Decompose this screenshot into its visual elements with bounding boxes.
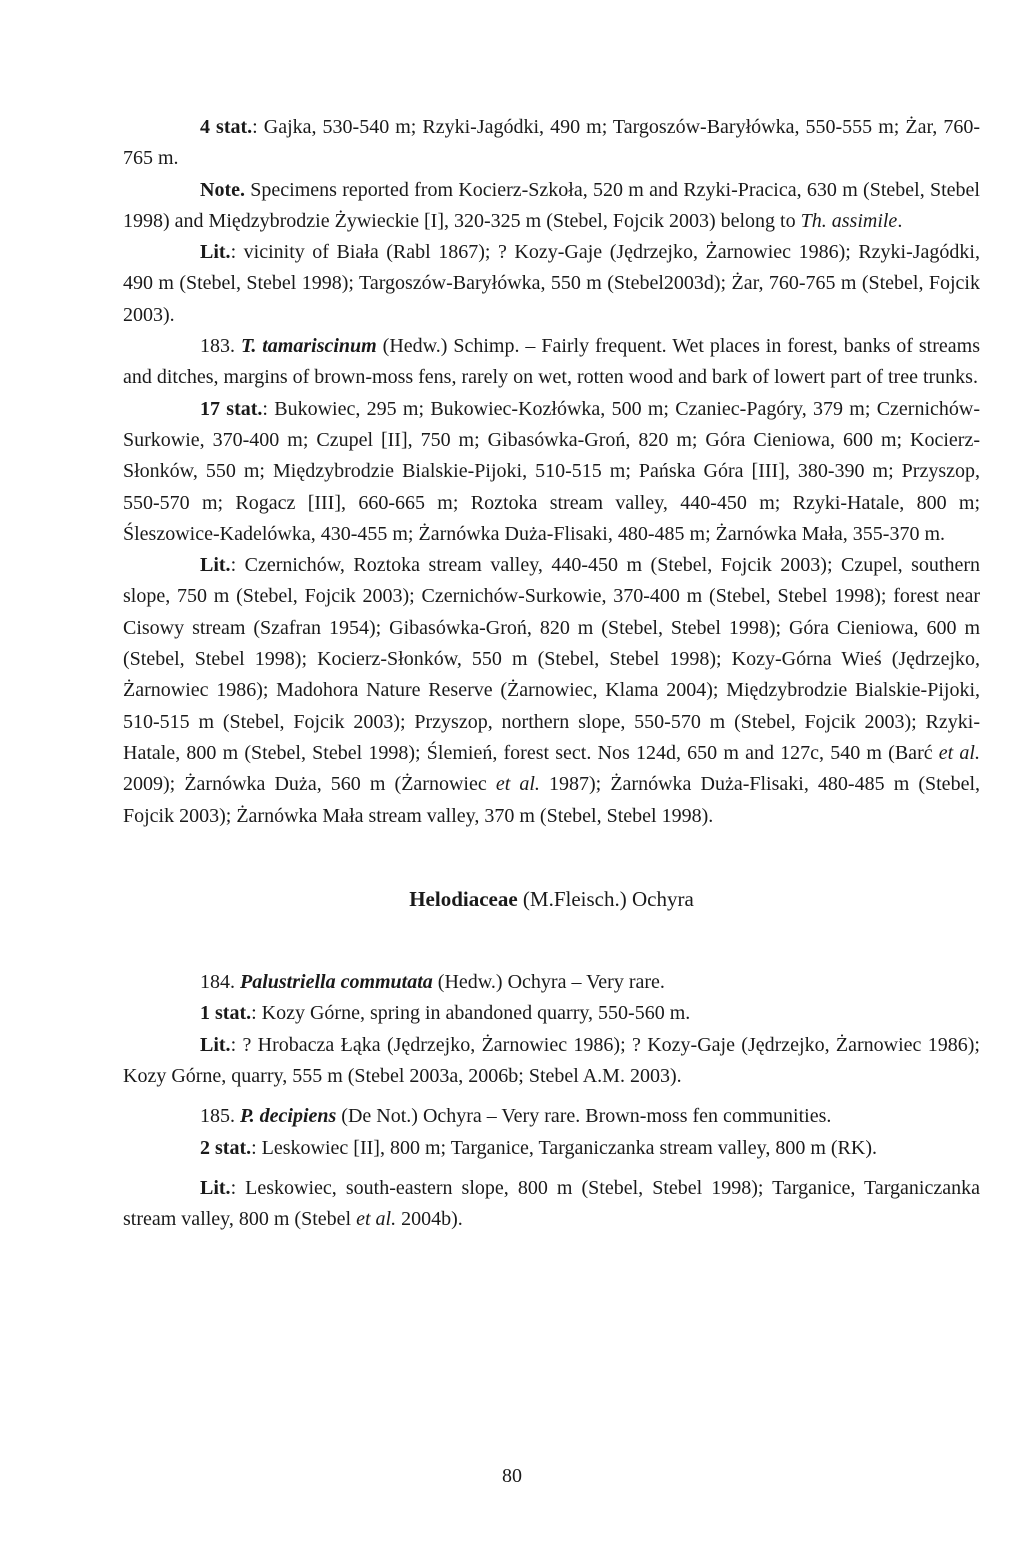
species-name: Th. assimile — [800, 209, 898, 232]
text: (Hedw.) Schimp. – Fairly frequent. Wet places in forest, banks of streams and ditches, margins of brown-moss fens, rarely on wet, rotten wood and bark of lowert part of tree trunks. — [123, 335, 980, 389]
family-name: Helodiaceae — [409, 886, 518, 911]
label: Lit. — [200, 554, 231, 577]
page-number: 80 — [502, 1465, 522, 1487]
text: Specimens reported from Kocierz-Szkoła, 520 m and Rzyki-Pracica, 630 m (Stebel, Stebel 1998) and Międzybrodzie Żywieckie [I], 320-325 m (Stebel, Fojcik 2003) belong to — [123, 178, 980, 232]
label: 2 stat. — [200, 1136, 252, 1159]
species-name: P. decipiens — [240, 1105, 337, 1128]
text: : Leskowiec [II], 800 m; Targanice, Targaniczanka stream valley, 800 m (RK). — [251, 1136, 877, 1159]
paragraph-lit — [123, 1173, 980, 1236]
label: Lit. — [200, 241, 231, 264]
family-heading — [123, 884, 980, 915]
paragraph-lit — [123, 550, 980, 832]
text: 2004b). — [396, 1208, 463, 1231]
paragraph-lit — [123, 1030, 980, 1093]
text: : Kozy Górne, spring in abandoned quarry, 550-560 m. — [251, 1002, 691, 1025]
text: : vicinity of Biała (Rabl 1867); ? Kozy-Gaje (Jędrzejko, Żarnowiec 1986); Rzyki-Jagódki, 490 m (Stebel, Stebel 1998); Targoszów-Baryłówka, 550 m (Stebel2003d); Żar, 760-765 m (Stebel, Fojcik 2003). — [123, 241, 980, 326]
genus-abbrev: T. — [240, 335, 257, 358]
body-text — [123, 112, 980, 1236]
text: : Bukowiec, 295 m; Bukowiec-Kozłówka, 500 m; Czaniec-Pagóry, 379 m; Czernichów-Surkowie, 370-400 m; Czupel [II], 750 m; Gibasówka-Groń, 820 m; Góra Cieniowa, 600 m; Kocierz-Słonków, 550 m; Międzybrodzie Bialskie-Pijoki, 510-515 m; Pańska Góra [III], 380-390 m; Przyszop, 550-570 m; Rogacz [III], 660-665 m; Roztoka stream valley, 440-450 m; Rzyki-Hatale, 800 m; Śleszowice-Kadelówka, 430-455 m; Żarnówka Duża-Flisaki, 480-485 m; Żarnówka Mała, 355-370 m. — [123, 397, 980, 545]
label: Lit. — [200, 1176, 231, 1199]
paragraph-4-stat — [123, 112, 980, 175]
family-author: (M.Fleisch.) Ochyra — [517, 886, 694, 911]
paragraph-lit — [123, 237, 980, 331]
label: 17 stat. — [200, 397, 263, 420]
text: : ? Hrobacza Łąka (Jędrzejko, Żarnowiec 1986); ? Kozy-Gaje (Jędrzejko, Żarnowiec 1986); Kozy Górne, quarry, 555 m (Stebel 2003a, 2006b; Stebel A.M. 2003). — [123, 1033, 980, 1088]
label: Lit. — [200, 1033, 231, 1056]
paragraph-17-stat — [123, 394, 980, 550]
species-name: Palustriella commutata — [240, 971, 433, 994]
paragraph-species-184 — [123, 967, 980, 998]
et-al: et al. — [938, 741, 980, 764]
label: 4 stat. — [200, 116, 253, 138]
paragraph-2-stat — [123, 1133, 980, 1164]
paragraph-note — [123, 175, 980, 238]
text: 2009); Żarnówka Duża, 560 m (Żarnowiec — [123, 773, 496, 796]
paragraph-1-stat — [123, 998, 980, 1029]
et-al: et al. — [495, 773, 540, 796]
text: (Hedw.) Ochyra – Very rare. — [432, 971, 665, 994]
text: (De Not.) Ochyra – Very rare. Brown-moss fen communities. — [336, 1105, 832, 1128]
text: . — [897, 209, 903, 232]
text: : Leskowiec, south-eastern slope, 800 m (Stebel, Stebel 1998); Targanice, Targaniczanka stream valley, 800 m (Stebel — [123, 1176, 980, 1231]
text: : Gajka, 530-540 m; Rzyki-Jagódki, 490 m; Targoszów-Baryłówka, 550-555 m; Żar, 760-765 m. — [123, 116, 981, 170]
species-name: tamariscinum — [256, 335, 377, 358]
species-number: 183. — [200, 335, 241, 358]
paragraph-species-183 — [123, 331, 980, 394]
label: Note. — [200, 178, 245, 201]
label: 1 stat. — [200, 1002, 252, 1025]
species-number: 185. — [200, 1105, 240, 1128]
species-number: 184. — [200, 971, 240, 994]
paragraph-species-185 — [123, 1101, 980, 1132]
et-al: et al. — [356, 1208, 397, 1231]
text: : Czernichów, Roztoka stream valley, 440-450 m (Stebel, Fojcik 2003); Czupel, southern slope, 750 m (Stebel, Fojcik 2003); Czernichów-Surkowie, 370-400 m (Stebel, Stebel 1998); forest near Cisowy stream (Szafran 1954); Gibasówka-Groń, 820 m (Stebel, Stebel 1998); Góra Cieniowa, 600 m (Stebel, Stebel 1998); Kocierz-Słonków, 550 m (Stebel, Stebel 1998); Kozy-Górna Wieś (Jędrzejko, Żarnowiec 1986); Madohora Nature Reserve (Żarnowiec, Klama 2004); Międzybrodzie Bialskie-Pijoki, 510-515 m (Stebel, Fojcik 2003); Przyszop, northern slope, 550-570 m (Stebel, Fojcik 2003); Rzyki-Hatale, 800 m (Stebel, Stebel 1998); Ślemień, forest sect. Nos 124d, 650 m and 127c, 540 m (Barć — [123, 554, 980, 764]
text: 1987); Żarnówka Duża-Flisaki, 480-485 m (Stebel, Fojcik 2003); Żarnówka Mała stream valley, 370 m (Stebel, Stebel 1998). — [123, 773, 980, 827]
